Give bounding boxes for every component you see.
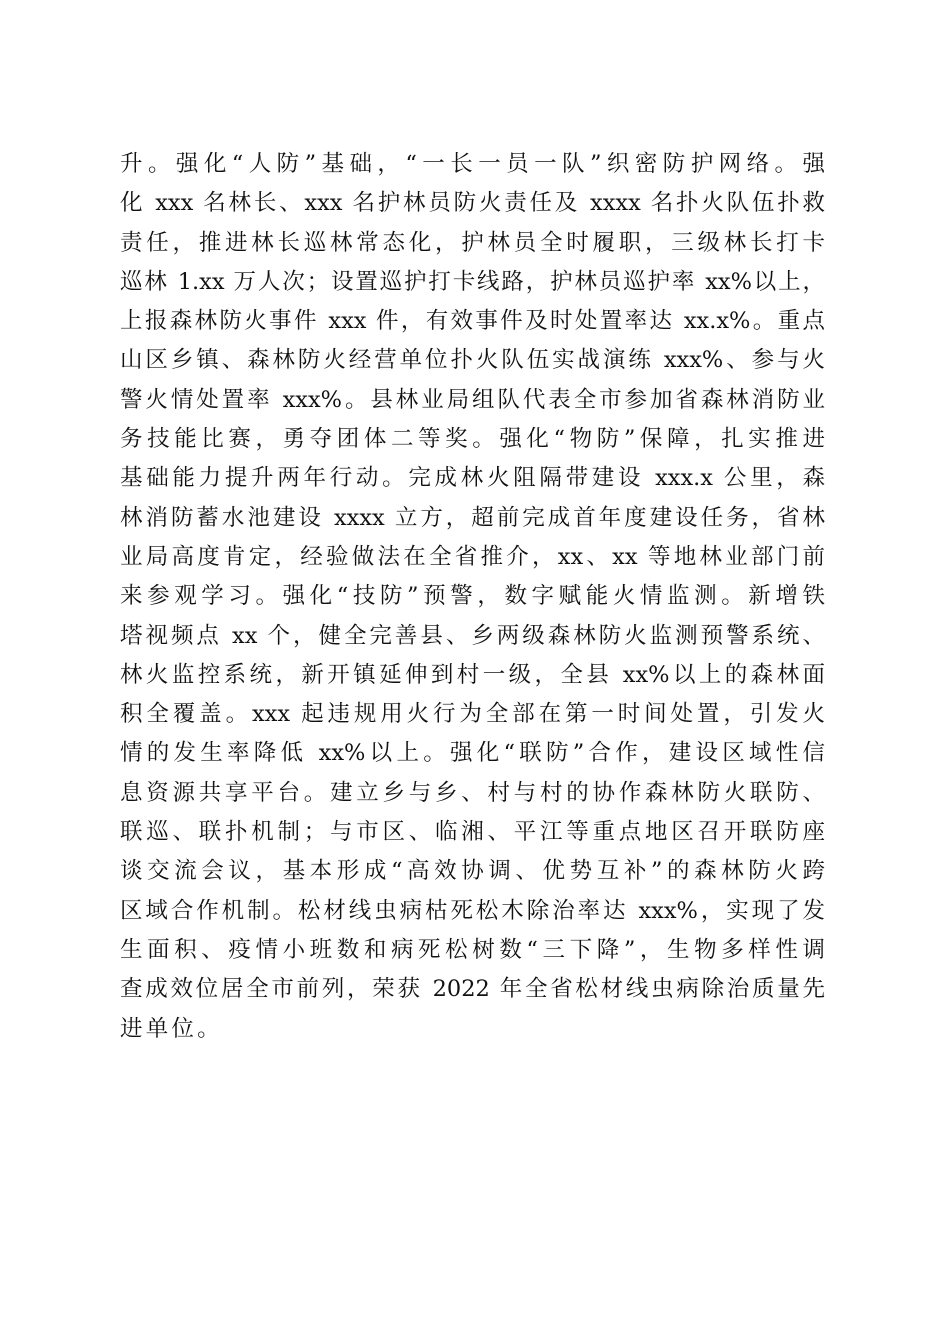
paragraph-line-4: 巡林 1.xx 万人次；设置巡护打卡线路，护林员巡护率 xx%以上， [120,268,825,295]
body-paragraph [120,145,825,1049]
paragraph-line-17: 息资源共享平台。建立乡与乡、村与村的协作森林防火联防、 [120,779,825,806]
paragraph-line-5: 上报森林防火事件 xxx 件，有效事件及时处置率达 xx.x%。重点 [120,308,825,335]
paragraph-line-7: 警火情处置率 xxx%。县林业局组队代表全市参加省森林消防业 [120,386,825,413]
paragraph-line-8: 务技能比赛，勇夺团体二等奖。强化“物防”保障，扎实推进 [120,426,825,453]
paragraph-line-10: 林消防蓄水池建设 xxxx 立方，超前完成首年度建设任务，省林 [120,504,825,531]
paragraph-line-12: 来参观学习。强化“技防”预警，数字赋能火情监测。新增铁 [120,583,825,610]
paragraph-line-9: 基础能力提升两年行动。完成林火阻隔带建设 xxx.x 公里，森 [120,465,825,492]
paragraph-line-13: 塔视频点 xx 个，健全完善县、乡两级森林防火监测预警系统、 [120,622,825,649]
paragraph-line-1: 升。强化“人防”基础，“一长一员一队”织密防护网络。强 [120,151,825,177]
paragraph-line-16: 情的发生率降低 xx%以上。强化“联防”合作，建设区域性信 [120,740,825,767]
paragraph-line-20: 区域合作机制。松材线虫病枯死松木除治率达 xxx%，实现了发 [120,897,825,924]
paragraph-line-2: 化 xxx 名林长、xxx 名护林员防火责任及 xxxx 名扑火队伍扑救 [120,190,825,217]
paragraph-line-23: 进单位。 [120,1015,223,1042]
paragraph-line-6: 山区乡镇、森林防火经营单位扑火队伍实战演练 xxx%、参与火 [120,347,825,374]
paragraph-line-11: 业局高度肯定，经验做法在全省推介，xx、xx 等地林业部门前 [120,543,825,570]
paragraph-line-14: 林火监控系统，新开镇延伸到村一级，全县 xx%以上的森林面 [120,661,825,688]
paragraph-line-3: 责任，推进林长巡林常态化，护林员全时履职，三级林长打卡 [120,229,825,256]
paragraph-line-15: 积全覆盖。xxx 起违规用火行为全部在第一时间处置，引发火 [120,701,825,728]
paragraph-line-22: 查成效位居全市前列，荣获 2022 年全省松材线虫病除治质量先 [120,976,825,1003]
paragraph-line-18: 联巡、联扑机制；与市区、临湘、平江等重点地区召开联防座 [120,819,825,846]
paragraph-line-21: 生面积、疫情小班数和病死松树数“三下降”，生物多样性调 [120,936,825,963]
paragraph-line-19: 谈交流会议，基本形成“高效协调、优势互补”的森林防火跨 [120,858,825,885]
